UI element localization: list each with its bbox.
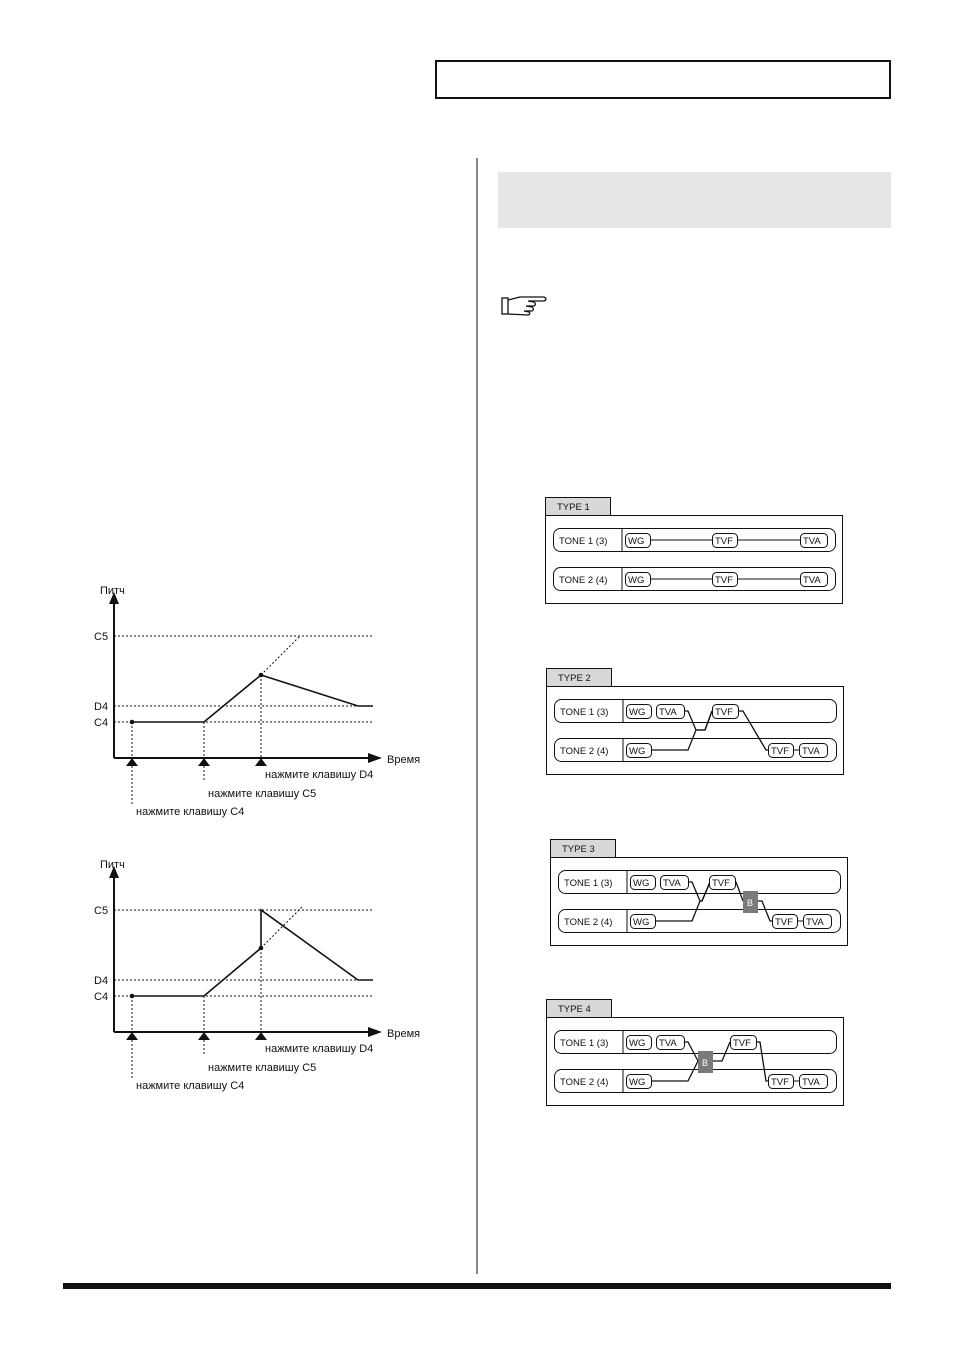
- pointing-hand-icon: [500, 292, 550, 320]
- structure-type-2-diagram: [546, 668, 846, 778]
- x-axis-label: Время: [387, 1028, 421, 1040]
- block-label: WG: [629, 1038, 646, 1049]
- page-header-box: [435, 60, 891, 99]
- block-label: TVA: [802, 1077, 820, 1088]
- tone-label: TONE 1 (3): [559, 536, 608, 547]
- block-label: TVF: [771, 1077, 789, 1088]
- tone-label: TONE 1 (3): [564, 878, 613, 889]
- level-label: C4: [94, 717, 109, 729]
- level-label: C5: [94, 631, 109, 643]
- block-label: TVA: [803, 536, 821, 547]
- block-label: WG: [629, 707, 646, 718]
- tone-label: TONE 1 (3): [560, 1038, 609, 1049]
- level-label: D4: [94, 701, 109, 713]
- level-label: D4: [94, 975, 109, 987]
- portamento-graph-1: [90, 580, 435, 820]
- tone-label: TONE 2 (4): [564, 917, 613, 928]
- block-label: WG: [629, 1077, 646, 1088]
- block-label: TVF: [733, 1038, 751, 1049]
- block-label: WG: [633, 917, 650, 928]
- block-label: TVA: [803, 575, 821, 586]
- block-label: TVA: [663, 878, 681, 889]
- footer-rule: [63, 1283, 891, 1289]
- level-label: C5: [94, 905, 109, 917]
- block-label: TVA: [806, 917, 824, 928]
- block-label: TVF: [775, 917, 793, 928]
- block-label: TVA: [802, 746, 820, 757]
- block-label: TVA: [659, 1038, 677, 1049]
- booster-label: B: [702, 1058, 709, 1068]
- tone-label: TONE 2 (4): [560, 746, 609, 757]
- block-label: WG: [633, 878, 650, 889]
- structure-type-3-diagram: [550, 839, 850, 949]
- type-label: TYPE 1: [557, 502, 590, 513]
- event-label: нажмите клавишу C4: [136, 1080, 245, 1092]
- event-label: нажмите клавишу C5: [208, 1062, 317, 1074]
- booster-label: B: [747, 898, 754, 908]
- block-label: WG: [628, 575, 645, 586]
- y-axis-label: Питч: [100, 585, 125, 597]
- block-label: TVA: [659, 707, 677, 718]
- block-label: WG: [628, 536, 645, 547]
- tone-label: TONE 2 (4): [559, 575, 608, 586]
- block-label: TVF: [715, 575, 733, 586]
- tone-label: TONE 1 (3): [560, 707, 609, 718]
- type-label: TYPE 4: [558, 1004, 591, 1015]
- event-label: нажмите клавишу D4: [265, 769, 374, 781]
- section-heading-box: [498, 172, 891, 228]
- level-label: C4: [94, 991, 109, 1003]
- block-label: TVF: [712, 878, 730, 889]
- structure-type-1-diagram: [545, 497, 845, 607]
- column-divider: [476, 158, 478, 1274]
- y-axis-label: Питч: [100, 859, 125, 871]
- event-label: нажмите клавишу C4: [136, 806, 245, 818]
- type-label: TYPE 2: [558, 673, 591, 684]
- event-label: нажмите клавишу C5: [208, 788, 317, 800]
- tone-label: TONE 2 (4): [560, 1077, 609, 1088]
- type-label: TYPE 3: [562, 844, 595, 855]
- block-label: TVF: [771, 746, 789, 757]
- block-label: WG: [629, 746, 646, 757]
- portamento-graph-2: [90, 854, 435, 1094]
- x-axis-label: Время: [387, 754, 421, 766]
- block-label: TVF: [715, 707, 733, 718]
- block-label: TVF: [715, 536, 733, 547]
- structure-type-4-diagram: [546, 999, 846, 1109]
- event-label: нажмите клавишу D4: [265, 1043, 374, 1055]
